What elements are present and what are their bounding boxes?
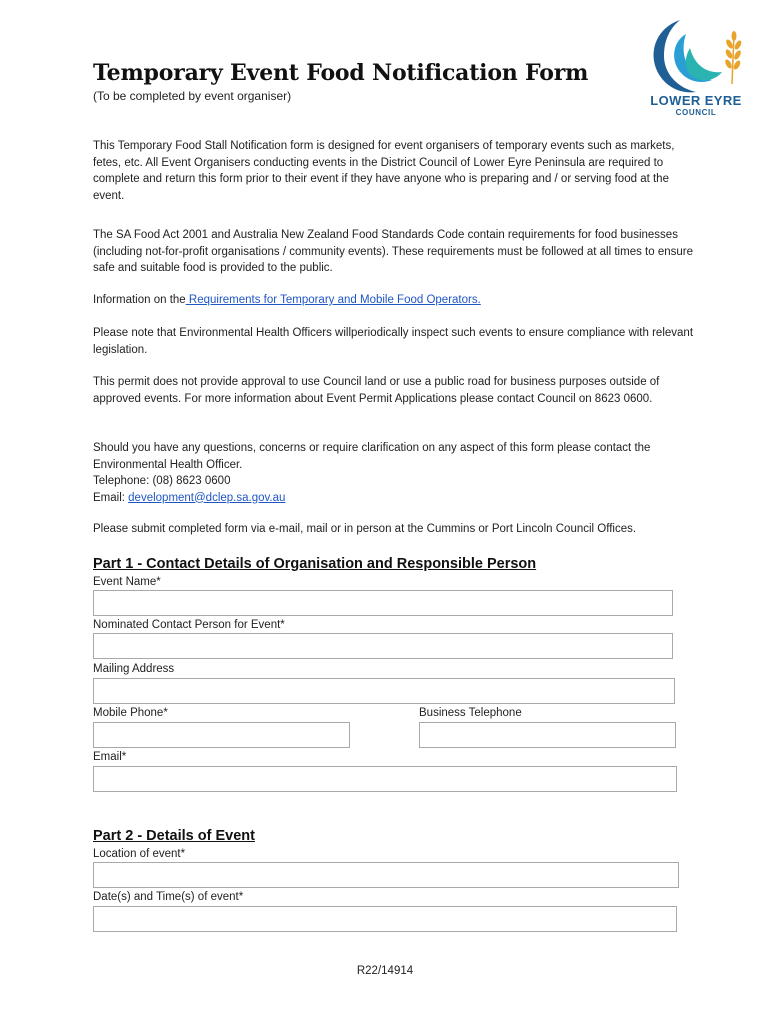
intro-paragraph-2: The SA Food Act 2001 and Australia New Zealand Food Standards Code contain requirements for food businesses (including not-for-profit organisations / community events). These requirements must be followed at all times to ensure safe and suitable food is provided to the public. — [93, 229, 693, 274]
contact-telephone: Telephone: (08) 8623 0600 — [93, 475, 231, 487]
intro-paragraph-3 — [93, 292, 693, 309]
event-name-label: Event Name* — [93, 576, 161, 588]
logo-name: LOWER EYRE — [650, 93, 742, 108]
email-field-label: Email* — [93, 751, 127, 763]
wheat-icon — [724, 31, 743, 84]
dates-times-input[interactable] — [93, 906, 677, 932]
contact-person-input[interactable] — [93, 633, 673, 659]
mobile-phone-input[interactable] — [93, 722, 350, 748]
mailing-address-input[interactable] — [93, 678, 675, 704]
mobile-phone-label: Mobile Phone* — [93, 707, 168, 719]
intro-paragraph-4: Please note that Environmental Health Officers willperiodically inspect such events to ensure compliance with relevant legislation. — [93, 327, 694, 356]
business-phone-label: Business Telephone — [419, 707, 522, 719]
intro-paragraph-1: This Temporary Food Stall Notification form is designed for event organisers of temporary events such as markets, fetes, etc. All Event Organisers conducting events in the District Council of Lower Eyre Peninsula are required to complete and return this form prior to their event if they have anyone who is preparing and / or serving food at the event. — [93, 140, 675, 202]
event-name-input[interactable] — [93, 590, 673, 616]
info-prefix: Information on the — [93, 294, 186, 306]
email-label: Email: — [93, 491, 129, 504]
submission-instructions: Please submit completed form via e-mail, mail or in person at the Cummins or Port Lincoln Council Offices. — [93, 523, 637, 535]
dates-times-label: Date(s) and Time(s) of event* — [93, 891, 244, 903]
business-phone-input[interactable] — [419, 722, 676, 748]
contact-intro: Should you have any questions, concerns or require clarification on any aspect of this form please contact the Environmental Health Officer. — [93, 442, 651, 471]
document-reference: R22/14914 — [356, 965, 414, 977]
page-title: Temporary Event Food Notification Form — [93, 60, 589, 86]
logo-subtext: COUNCIL — [675, 108, 717, 117]
location-label: Location of event* — [93, 848, 186, 860]
contact-info-block — [93, 440, 693, 506]
location-input[interactable] — [93, 862, 679, 888]
contact-email-line — [93, 490, 693, 507]
email-input[interactable] — [93, 766, 677, 792]
page-subtitle: (To be completed by event organiser) — [93, 89, 292, 103]
intro-paragraph-5: This permit does not provide approval to use Council land or use a public road for business purposes outside of approved events. For more information about Event Permit Applications please contact Council on 8623 0600. — [93, 376, 660, 405]
requirements-link[interactable]: Requirements for Temporary and Mobile Food Operators. — [185, 294, 481, 306]
part1-heading: Part 1 - Contact Details of Organisation and Responsible Person — [93, 556, 537, 572]
mailing-address-label: Mailing Address — [93, 663, 175, 675]
part2-heading: Part 2 - Details of Event — [93, 828, 255, 844]
email-link[interactable]: development@dclep.sa.gov.au — [128, 491, 286, 504]
contact-person-label: Nominated Contact Person for Event* — [93, 619, 285, 631]
